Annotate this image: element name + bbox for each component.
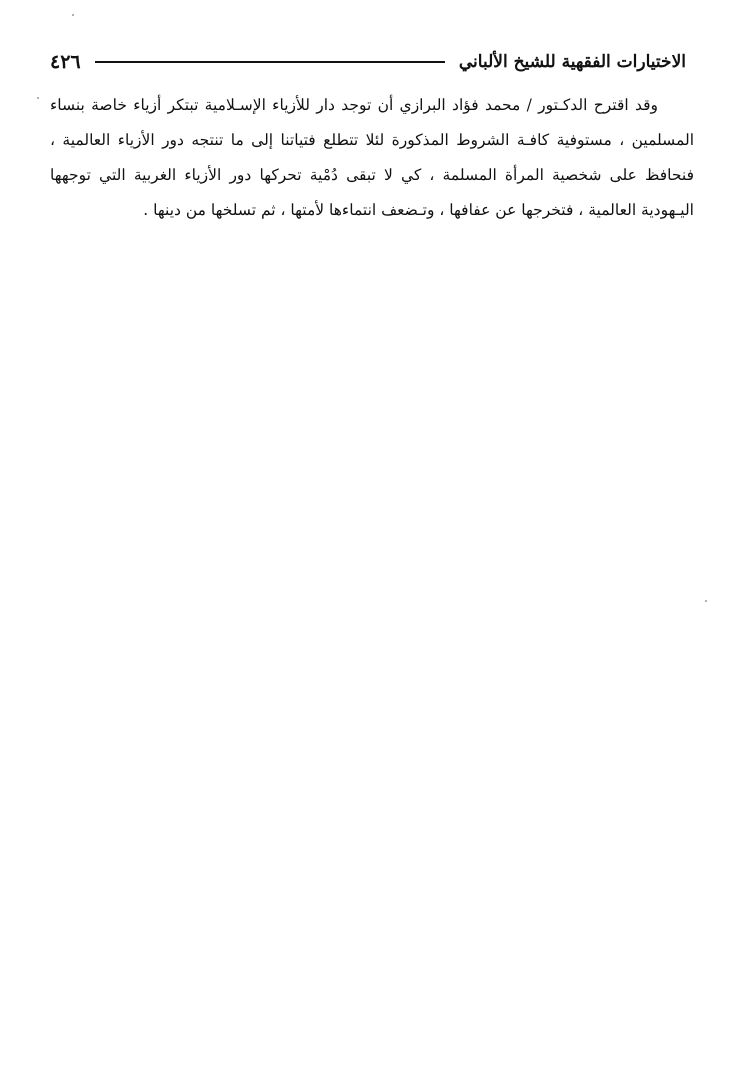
body-text [50,88,694,228]
running-header [50,46,686,78]
paragraph: وقد اقترح الدكـتور / محمد فؤاد البرازي أن توجد دار للأزياء الإسـلامية تبتكر أزياء خاصة بنساء المسلمين ، مستوفية كافـة الشروط المذكورة لئلا تتطلع فتياتنا إلى ما تنتجه دور الأزياء العالمية ، فنحافظ على شخصية المرأة المسلمة ، كي لا تبقى دُمْية تحركها دور الأزياء الغربية التي توجهها اليـهودية العالمية ، فتخرجها عن عفافها ، وتـضعف انتماءها لأمتها ، ثم تسلخها من دينها . [50,96,694,219]
scan-speck [705,600,707,602]
page-number: ٤٢٦ [50,51,81,73]
scan-speck [37,97,39,99]
header-rule [95,61,445,63]
running-title: الاختيارات الفقهية للشيخ الألباني [458,52,686,72]
scan-speck [72,14,74,16]
